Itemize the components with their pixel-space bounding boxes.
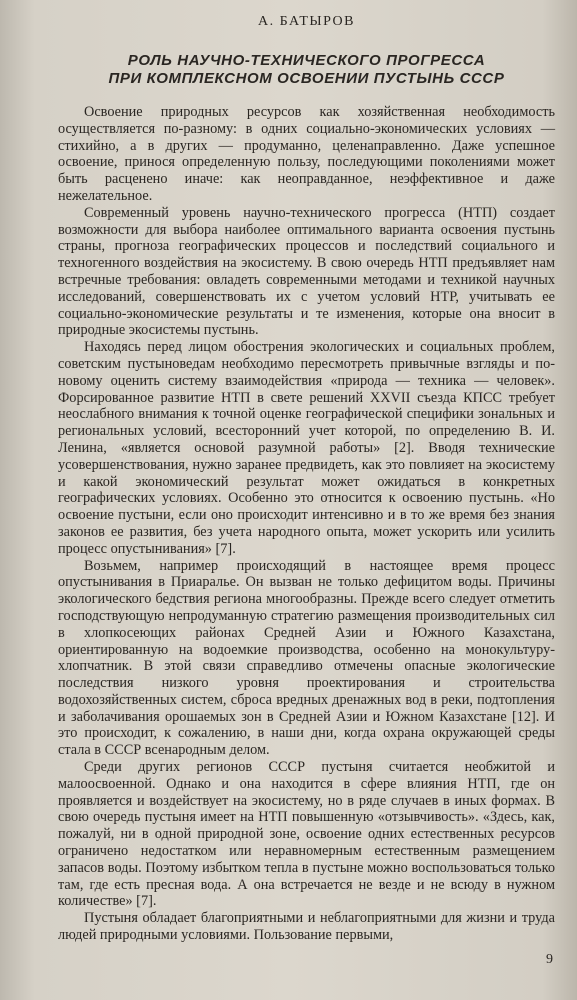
paragraph: Современный уровень научно-технического прогресса (НТП) создает возможности для выбора наиболее оптимального варианта освоения пустынь страны, прогноза географических процессов и последствий социального и техногенного воздействия на экосистему. В свою очередь НТП предъявляет нам встречные требования: овладеть современными методами и техникой научных исследований, совершенствовать их с учетом условий НТР, учитывать ее социально-экономические результаты и те изменения, которые она вносит в природные экосистемы пустынь. [58,204,555,339]
article-title-line-2: ПРИ КОМПЛЕКСНОМ ОСВОЕНИИ ПУСТЫНЬ СССР [108,70,505,87]
paragraph: Освоение природных ресурсов как хозяйственная необходимость осуществляется по-разному: в одних социально-экономических условиях — стихийно, а в других — продуманно, целенаправленно. Даже успешное освоение, принося определенную пользу, последующими поколениями может быть расценено иначе: как неоправданное, неэффективное и даже нежелательное. [58,104,555,204]
article-title [58,52,555,88]
paragraph: Находясь перед лицом обострения экологических и социальных проблем, советским пустыноведам необходимо пересмотреть привычные взгляды и по-новому оценить систему взаимодействия «природа — техника — человек». Форсированное развитие НТП в свете решений XXVII съезда КПСС требует неослабного внимания к точной оценке географической специфики зональных и региональных условий, всесторонний учет которой, по определению В. И. Ленина, «является основой разумной работы» [2]. Вводя технические усовершенствования, нужно заранее предвидеть, как это повлияет на экосистему и какой экономический результат может ожидаться в конкретных географических условиях. Особенно это относится к освоению пустынь. «Но освоение пустыни, если оно происходит интенсивно и в то же время без знания законов ее развития, без учета народного опыта, может ускорить или усилить процесс опустынивания» [7]. [58,339,555,557]
paragraph: Пустыня обладает благоприятными и неблагоприятными для жизни и труда людей природными условиями. Пользование первыми, [58,910,555,944]
paragraph: Возьмем, например происходящий в настоящее время процесс опустынивания в Приаралье. Он вызван не только дефицитом воды. Причины экологического бедствия региона многообразны. Прежде всего следует отметить господствующую непродуманную стратегию размещения производительных сил в хлопкосеющих районах Средней Азии и Южного Казахстана, ориентированную на водоемкие производства, особенно на монокультуру-хлопчатник. В этой связи справедливо отмечены опасные экологические последствия низкого уровня проектирования и строительства водохозяйственных систем, сброса вредных дренажных вод в реки, подтопления и заболачивания орошаемых зон в Средней Азии и Южном Казахстане [12]. И это происходит, к сожалению, в наши дни, когда охрана окружающей среды стала в СССР всенародным делом. [58,557,555,759]
article-title-line-1: РОЛЬ НАУЧНО-ТЕХНИЧЕСКОГО ПРОГРЕССА [127,52,486,69]
paragraph: Среди других регионов СССР пустыня считается необжитой и малоосвоенной. Однако и она находится в сфере влияния НТП, где он проявляется и воздействует на экосистему, но в ряде случаев в иных формах. В свою очередь пустыня имеет на НТП повышенную «отзывчивость». «Здесь, как, пожалуй, ни в одной природной зоне, освоение одних естественных ресурсов ограничено недостатком или неравномерным естественным размещением запасов воды. Поэтому избытком тепла в пустыне можно воспользоваться только там, где есть пресная вода. А она встречается не везде и не всюду в нужном количестве» [7]. [58,759,555,910]
article-body [58,104,555,944]
page-number: 9 [546,952,553,967]
author-name: А. БАТЫРОВ [257,14,355,29]
